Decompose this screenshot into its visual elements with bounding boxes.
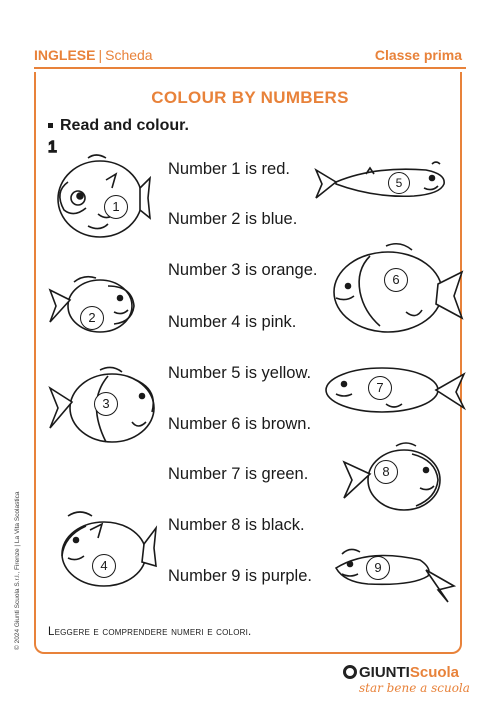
sentence-1: Number 1 is red. xyxy=(168,160,290,178)
fish-3-icon xyxy=(46,362,158,452)
fish-number: 1 xyxy=(48,139,57,156)
fish-number-7: 7 xyxy=(368,376,392,400)
sentence-9: Number 9 is purple. xyxy=(168,567,312,585)
logo-brand xyxy=(343,664,470,681)
footer-objective: Leggere e comprendere numeri e colori. xyxy=(48,626,252,638)
publisher-logo xyxy=(343,664,470,695)
logo-tagline: star bene a scuola xyxy=(359,681,470,695)
section-label: Scheda xyxy=(105,47,153,63)
bullet-icon xyxy=(48,123,53,128)
sentence-7: Number 7 is green. xyxy=(168,465,309,483)
logo-brand-b: Scuola xyxy=(409,664,460,681)
fish-number-6: 6 xyxy=(384,268,408,292)
fish-number-8: 8 xyxy=(374,460,398,484)
sentence-3: Number 3 is orange. xyxy=(168,261,318,279)
sentence-6: Number 6 is brown. xyxy=(168,415,312,433)
page-title: COLOUR BY NUMBERS xyxy=(151,88,349,107)
sentence-4: Number 4 is pink. xyxy=(168,313,297,331)
class-label: Classe prima xyxy=(374,47,462,63)
fish-8-icon xyxy=(340,440,444,514)
header-separator: | xyxy=(98,47,103,63)
subject-label: INGLESE xyxy=(34,47,96,63)
sentence-2: Number 2 is blue. xyxy=(168,210,298,228)
fish-number-1: 1 xyxy=(104,195,128,219)
copyright-note: © 2024 Giunti Scuola S.r.l., Firenze | La Vita Scolastica xyxy=(14,491,21,650)
fish-number-3: 3 xyxy=(94,392,118,416)
fish-9-icon xyxy=(328,540,458,606)
fish-number-2: 2 xyxy=(80,306,104,330)
logo-brand-a: GIUNTI xyxy=(359,664,410,681)
fish-number-9: 9 xyxy=(366,556,390,580)
instruction xyxy=(48,117,189,135)
sentence-5: Number 5 is yellow. xyxy=(168,364,312,382)
fish-2-icon xyxy=(44,272,140,336)
fish-number-5: 5 xyxy=(388,172,410,194)
fish-5-icon xyxy=(314,158,452,204)
logo-g-icon xyxy=(343,665,357,679)
header-divider xyxy=(34,67,466,69)
header-subject xyxy=(34,47,153,63)
fish-1-icon xyxy=(48,139,152,242)
fish-number-4: 4 xyxy=(92,554,116,578)
fish-6-icon xyxy=(326,240,466,336)
fish-7-icon xyxy=(322,364,468,414)
sentence-8: Number 8 is black. xyxy=(168,516,305,534)
fish-4-icon xyxy=(46,508,158,592)
instruction-text: Read and colour. xyxy=(60,117,189,134)
